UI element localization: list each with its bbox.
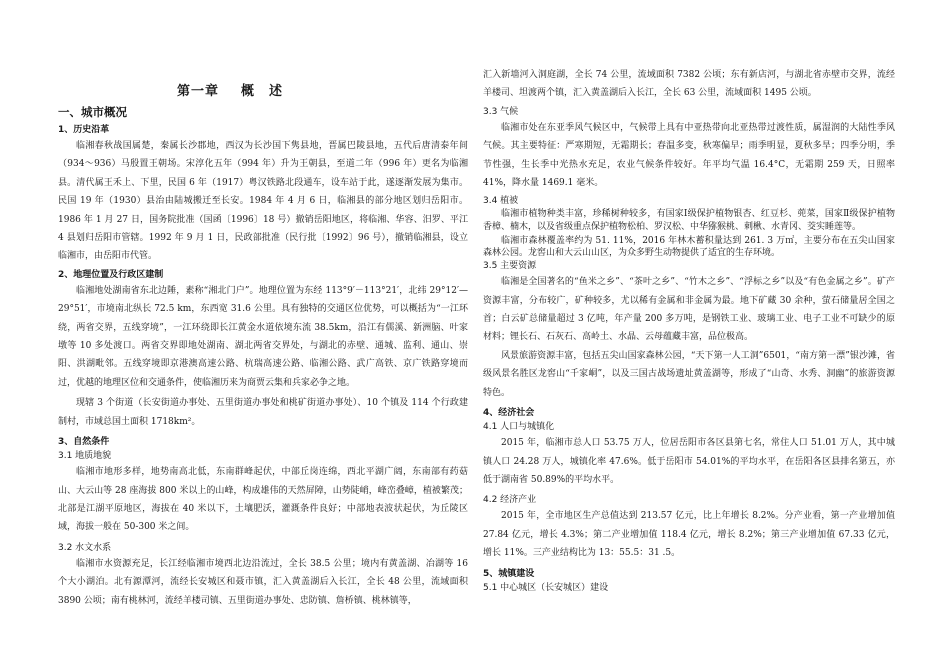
heading-urban-construction: 5、城镇建设: [483, 568, 535, 579]
heading-hydrology: 3.2 水文水系: [58, 542, 112, 553]
heading-geology: 3.1 地质地貌: [58, 451, 112, 462]
heading-climate: 3.3 气候: [483, 106, 519, 117]
paragraph-industry: 2015 年，全市地区生产总值达到 213.57 亿元，比上年增长 8.2%。分产业看，第一产业增加值 27.84 亿元，增长 4.3%；第二产业增加值 118.4 亿元，增长 8.2%；第三产业增加值 67.33 亿元，增长 11%。三产业结构比为 13：55.5：31 .5。: [483, 511, 895, 559]
right-column: [483, 66, 895, 595]
paragraph-geology: 临湘市地形多样，地势南高北低，东南群峰起伏，中部丘岗连绵，西北平湖广阔，东南部有药菇山、大云山等 28 座海拔 800 米以上的山峰，构成雄伟的天然屏障，山势陡峭，峰峦叠嶂，植被繁茂；北部是江湖平原地区，海拔在 40 米以下，土壤肥沃，灌溉条件良好；中部地表波状起伏，为丘陵区域，海拔一般在 50-300 米之间。: [58, 467, 468, 533]
heading-resources: 3.5 主要资源: [483, 261, 537, 272]
heading-vegetation: 3.4 植被: [483, 196, 519, 207]
paragraph-tourism: 风景旅游资源丰富，包括五尖山国家森林公园，“天下第一人工洞”6501，“南方第一漂”银沙滩，省级风景名胜区龙窖山“千家峒”，以及三国古战场遗址黄盖湖等，形成了“山奇、水秀、洞幽”的旅游资源特色。: [483, 350, 895, 398]
paragraph-history: 临湘春秋战国属楚，秦属长沙郡地，西汉为长沙国下隽县地，晋属巴陵县地，五代后唐清泰年间（934～936）马殷置王朝场。宋淳化五年（994 年）升为王朝县，至道二年（996 年）更名为临湘县。清代属王禾上、下里，民国 6 年（1917）粤汉铁路北段通车，设车站于此，遂逐渐发展为集市。民国 19 年（1930）县治由陆城搬迁至长安。1984 年 4 月 6 日，临湘县的部分地区划归岳阳市。1986 年 1 月 27 日，国务院批准（国函〔1996〕18 号）撤销岳阳地区，将临湘、华容、汨罗、平江 4 县划归岳阳市管辖。1992 年 9 月 1 日，民政部批准（民行批〔1992〕96 号），撤销临湘县，设立临湘市，由岳阳市代管。: [58, 141, 468, 262]
paragraph-forest: 临湘市森林覆盖率约为 51. 11%，2016 年林木蓄积量达到 261. 3 万㎡，主要分布在五尖山国家森林公园。龙窖山和大云山山区，为众多野生动物提供了适宜的生存环境。: [483, 235, 895, 259]
paragraph-hydrology: 临湘市水资源充足，长江经临湘市境西北边沿流过，全长 38.5 公里；境内有黄盖湖、冶湖等 16 个大小湖泊。北有源潭河，流经长安城区和聂市镇，汇入黄盖湖后入长江，全长 48 公里，流域面积 3890 公顷；南有桃林河，流经羊楼司镇、五里街道办事处、忠防镇、詹桥镇、桃林镇等，: [58, 558, 468, 606]
heading-history: 1、历史沿革: [58, 125, 110, 135]
paragraph-location: 临湘地处湖南省东北边陲，素称“湘北门户”。地理位置为东经 113°9′－113°21′，北纬 29°12′— 29°51′，市境南北纵长 72.5 km，东西宽 31.6 公里。具有独特的交通区位优势，可以概括为“一江环绕，两省交界，五线穿境”，一江环绕即长江黄金水道依境东流 38.5km，沿江有儒溪、新洲脑、叶家墩等 10 多处渡口。两省交界即地处湖南、湖北两省交界处，与湖北的赤壁、通城、监利、通山、崇阳、洪湖毗邻。五线穿境即京港澳高速公路、杭瑞高速公路、临湘公路、武广高铁、京广铁路穿境而过，优越的地理区位和交通条件，使临湘历来为商贾云集和兵家必争之地。: [58, 285, 468, 388]
paragraph-resources: 临湘是全国著名的“鱼米之乡”、“茶叶之乡”、“竹木之乡”、“浮标之乡”以及“有色金属之乡”。矿产资源丰富，分布较广，矿种较多，尤以稀有金属和非金属为最。地下矿藏 30 余种，萤石储量居全国之首；白云矿总储量超过 3 亿吨，年产量 200 多万吨，是钢铁工业、玻璃工业、电子工业不可缺少的原材料；锂长石、石灰石、高岭土、水晶、云母蕴藏丰富，品位极高。: [483, 277, 895, 343]
heading-population: 4.1 人口与城镇化: [483, 422, 555, 433]
chapter-number: 第一章: [176, 84, 219, 99]
heading-location: 2、地理位置及行政区建制: [58, 269, 164, 280]
paragraph-hydrology-cont: 汇入新墙河入洞庭湖，全长 74 公里，流域面积 7382 公顷；东有新店河，与湖北省赤壁市交界，流经羊楼司、坦渡两个镇，汇入黄盖湖后入长江，全长 63 公里，流域面积 1495 公顷。: [483, 70, 895, 99]
section-city-overview: 一、城市概况: [58, 105, 127, 119]
paragraph-vegetation: 临湘市植物种类丰富，珍稀树种较多，有国家Ⅰ级保护植物银杏、红豆杉、蔸菜，国家Ⅱ级保护植物香樟、楠木，以及省级重点保护植物松柏、罗汉松、中华猕猴桃、刺楸、水青冈、茭实睡莲等。: [483, 209, 895, 232]
paragraph-population: 2015 年，临湘市总人口 53.75 万人，位居岳阳市各区县第七名，常住人口 51.01 万人，其中城镇人口 24.28 万人，城镇化率 47.6%。低于岳阳市 54.01%的平均水平，在岳阳各区县排名第五，亦低于湖南省 50.89%的平均水平。: [483, 438, 895, 485]
heading-economy-society: 4、经济社会: [483, 408, 535, 419]
paragraph-climate: 临湘市处在东亚季风气候区中，气候带上具有中亚热带向北亚热带过渡性质，属湿润的大陆性季风气候。其主要特征：严寒期短，无霜期长；春温多变，秋寒偏早；雨季明显，夏秋多旱；四季分明，季节性强，生长季中光热水充足，农业气候条件较好。年平均气温 16.4°C，无霜期 259 天，日照率 41%，降水量 1469.1 毫米。: [483, 122, 895, 189]
heading-industry: 4.2 经济产业: [483, 495, 537, 506]
chapter-heading: [150, 80, 310, 99]
paragraph-admin-divisions: 现辖 3 个街道（长安街道办事处、五里街道办事处和桃矿街道办事处）、10 个镇及 114 个行政建制村，市域总国土面积 1718km²。: [58, 398, 468, 427]
chapter-title: 概 述: [241, 84, 284, 99]
heading-natural-conditions: 3、自然条件: [58, 437, 110, 448]
heading-central-district: 5.1 中心城区（长安城区）建设: [483, 582, 609, 593]
left-column: [58, 104, 468, 610]
